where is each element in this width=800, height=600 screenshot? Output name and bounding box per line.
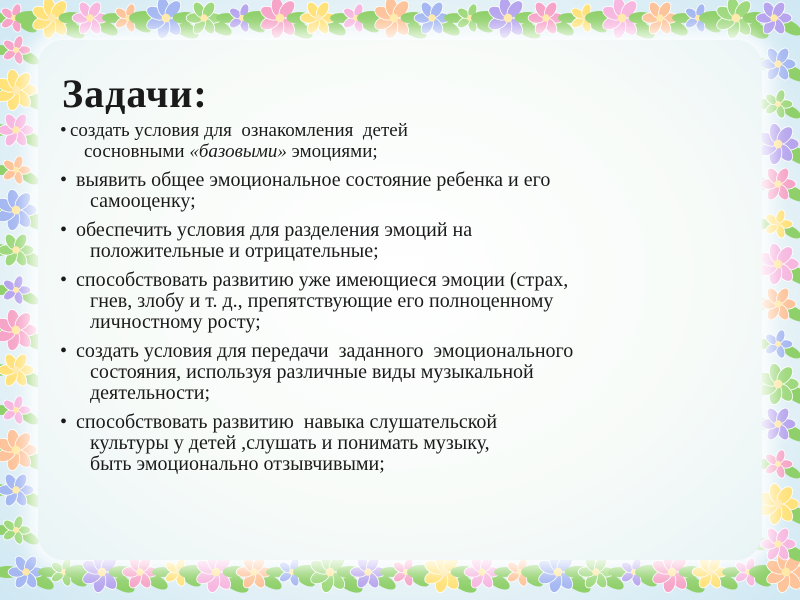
bullet-icon: • <box>60 269 68 291</box>
list-item-line: обеспечить условия для разделения эмоций на <box>76 219 473 241</box>
list-item-line: личностному росту; <box>90 311 261 333</box>
list-item <box>58 270 758 333</box>
list-item-line: состояния, используя различные виды музыкальной <box>90 361 534 383</box>
bullet-icon: • <box>60 169 68 191</box>
list-item-line: деятельности; <box>90 382 211 404</box>
bullet-icon: • <box>60 120 67 141</box>
flower-icon <box>0 35 41 67</box>
list-item <box>58 220 758 262</box>
list-item-line: самооценку; <box>90 190 196 212</box>
list-item-line: культуры у детей ,слушать и понимать музыку, <box>90 432 490 454</box>
italic-term: «базовыми» <box>189 141 287 162</box>
slide-content <box>58 72 758 483</box>
bullet-icon: • <box>60 411 68 433</box>
flower-icon <box>0 395 41 427</box>
list-item <box>58 170 758 212</box>
list-item <box>58 412 758 475</box>
list-item-line: гнев, злобу и т. д., препятствующие его полноценному <box>90 290 554 312</box>
flower-icon <box>0 515 41 547</box>
bullet-icon: • <box>60 219 68 241</box>
list-item-line: выявить общее эмоциональное состояние ребенка и его <box>76 169 551 191</box>
flower-icon <box>0 155 41 187</box>
slide-title: Задачи: <box>62 71 208 116</box>
list-item-line: способствовать развитию уже имеющиеся эмоции (страх, <box>76 269 569 291</box>
list-item-line: создать условия для ознакомления детей <box>70 120 408 141</box>
list-item-line: способствовать развитию навыка слушательской <box>76 411 498 433</box>
flower-icon <box>0 275 41 307</box>
list-item <box>58 341 758 404</box>
list-item-line: сосновными «базовыми» эмоциями; <box>84 141 378 162</box>
bullet-icon: • <box>60 340 68 362</box>
list-item-line: создать условия для передачи заданного эмоционального <box>76 340 574 362</box>
list-item-line: положительные и отрицательные; <box>90 240 379 262</box>
task-list <box>58 120 758 475</box>
list-item-line: быть эмоционально отзывчивыми; <box>90 453 385 475</box>
list-item <box>58 120 758 162</box>
